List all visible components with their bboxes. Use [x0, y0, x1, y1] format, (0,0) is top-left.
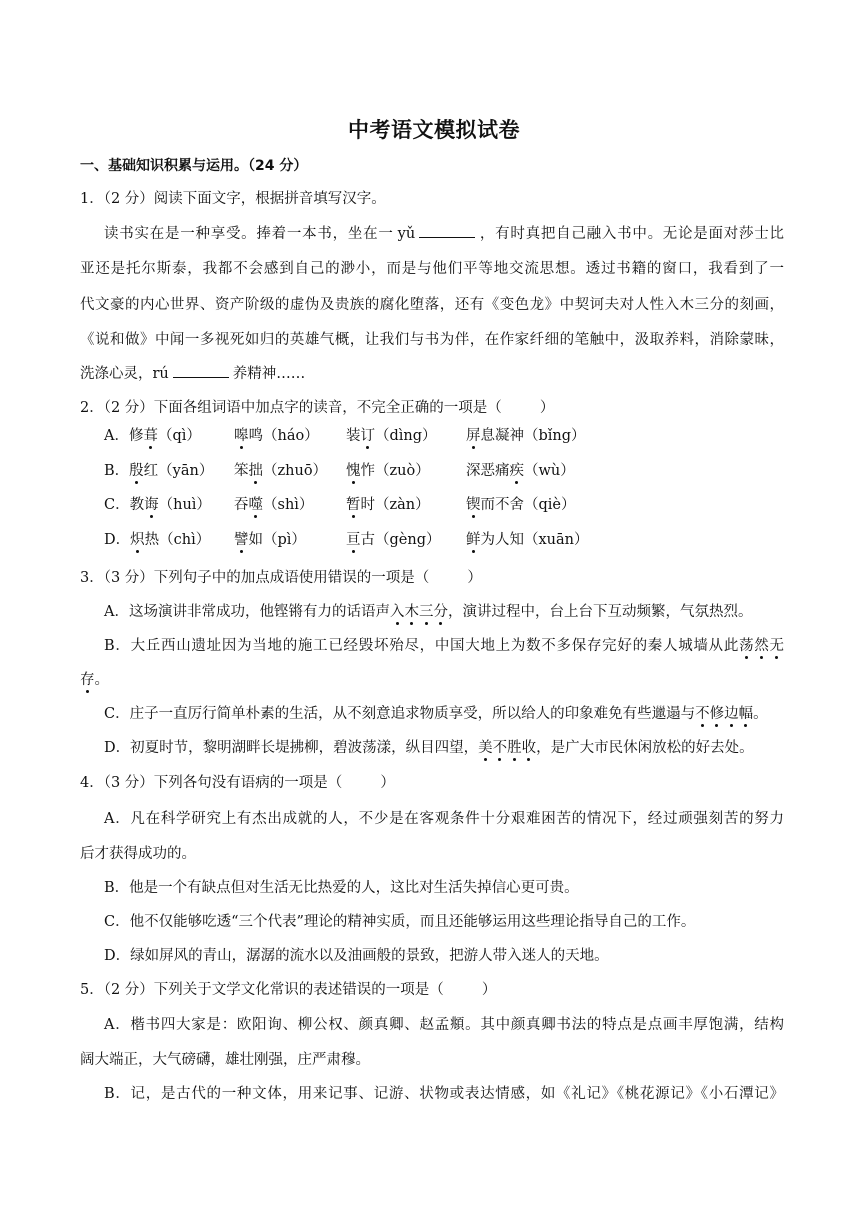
emphasis-char: 荡: [739, 638, 755, 654]
q2-option-item: 嗥鸣（háo）: [234, 428, 319, 444]
dotted-idiom: [478, 740, 536, 756]
dotted-idiom: [739, 638, 784, 654]
emphasis-char: 不: [695, 706, 710, 722]
q1-stem: 1．（2 分）阅读下面文字，根据拼音填写汉字。: [80, 191, 386, 207]
q2-option-item: C．教诲（huì）: [104, 497, 211, 513]
q2-option-item: 愧怍（zuò）: [346, 463, 430, 479]
emphasis-char: 葺: [143, 428, 158, 444]
emphasis-char: 存: [80, 672, 95, 688]
emphasis-char: 美: [478, 740, 493, 756]
q2-option-item: 屏息凝神（bǐng）: [466, 428, 586, 444]
dotted-idiom: [80, 672, 95, 688]
q1-passage-line-2: 亚还是托尔斯泰，我都不会感到自己的渺小，而是与他们平等地交流思想。透过书籍的窗口，我看到了一: [80, 261, 784, 277]
q2-option-item: 暂时（zàn）: [346, 497, 430, 513]
dotted-idiom: [695, 706, 753, 722]
q3-option-b-cont: 存。: [80, 672, 109, 688]
emphasis-char: 譬: [234, 532, 249, 548]
emphasis-char: 收: [521, 740, 537, 756]
q3-option-b: B．大丘西山遗址因为当地的施工已经毁坏殆尽，中国大地上为数不多保存完好的秦人城墙从此荡然无: [104, 638, 785, 654]
q4-option-a: A．凡在科学研究上有杰出成就的人，不少是在客观条件十分艰难困苦的情况下，经过顽强刻苦的努力: [104, 811, 784, 827]
fill-blank[interactable]: [419, 224, 475, 238]
emphasis-char: 暂: [346, 497, 361, 513]
emphasis-char: 边: [724, 706, 739, 722]
emphasis-char: 愧: [346, 463, 361, 479]
emphasis-char: 锲: [466, 497, 481, 513]
emphasis-char: 嗥: [234, 428, 249, 444]
emphasis-char: 分: [433, 604, 448, 620]
section-heading: 一、基础知识积累与运用。（24 分）: [80, 158, 308, 174]
emphasis-char: 订: [360, 428, 375, 444]
q2-option-item: 深恶痛疾（wù）: [466, 463, 575, 479]
q4-option-b: B．他是一个有缺点但对生活无比热爱的人，这比对生活失掉信心更可贵。: [104, 880, 579, 896]
emphasis-char: 鲜: [466, 532, 481, 548]
emphasis-char: 不: [492, 740, 508, 756]
q3-stem: 3．（3 分）下列句子中的加点成语使用错误的一项是（ ）: [80, 570, 482, 586]
q5-option-a: A．楷书四大家是：欧阳询、柳公权、颜真卿、赵孟頫。其中颜真卿书法的特点是点画丰厚饱满，结构: [104, 1017, 784, 1033]
q1-passage-line-4: 《说和做》中闻一多视死如归的英雄气概，让我们与书为伴，在作家纤细的笔触中，汲取养料，消除蒙昧，: [80, 332, 784, 348]
q2-option-item: A．修葺（qì）: [104, 428, 201, 444]
q2-option-item: 装订（dìng）: [346, 428, 437, 444]
q2-stem: 2．（2 分）下面各组词语中加点字的读音，不完全正确的一项是（ ）: [80, 400, 555, 416]
q2-option-item: 鲜为人知（xuān）: [466, 532, 589, 548]
emphasis-char: 胜: [507, 740, 522, 756]
q4-option-d: D．绿如屏风的青山，潺潺的流水以及油画般的景致，把游人带入迷人的天地。: [104, 948, 609, 964]
q2-option-item: 笨拙（zhuō）: [234, 463, 328, 479]
q2-option-item: 亘古（gèng）: [346, 532, 441, 548]
q1-passage-line-1: 读书实在是一种享受。捧着一本书，坐在一 yǔ ，有时真把自己融入书中。无论是面对莎士比: [104, 226, 785, 242]
emphasis-char: 入: [389, 604, 405, 620]
emphasis-char: 无: [769, 638, 785, 654]
q5-option-b: B．记，是古代的一种文体，用来记事、记游、状物或表达情感，如《礼记》《桃花源记》《小石潭记》: [104, 1086, 784, 1102]
emphasis-char: 幅: [738, 706, 754, 722]
q3-option-d: D．初夏时节，黎明湖畔长堤拂柳，碧波荡漾，纵目四望，美不胜收，是广大市民休闲放松的好去处。: [104, 740, 754, 756]
emphasis-char: 殷: [129, 463, 144, 479]
q2-option-item: D．炽热（chì）: [104, 532, 211, 548]
q1-passage-line-5: 洗涤心灵，rú 养精神……: [80, 366, 306, 382]
emphasis-char: 炽: [130, 532, 145, 548]
emphasis-char: 疾: [509, 463, 524, 479]
emphasis-char: 亘: [346, 532, 361, 548]
q4-option-c: C．他不仅能够吃透“三个代表”理论的精神实质，而且还能够运用这些理论指导自己的工作。: [104, 914, 696, 930]
page-title: 中考语文模拟试卷: [348, 118, 520, 142]
q2-option-item: 譬如（pì）: [234, 532, 306, 548]
emphasis-char: 屏: [466, 428, 481, 444]
q2-option-item: 锲而不舍（qiè）: [466, 497, 576, 513]
q4-stem: 4．（3 分）下列各句没有语病的一项是（ ）: [80, 775, 395, 791]
emphasis-char: 然: [754, 638, 770, 654]
q5-option-a-cont: 阔大端正，大气磅礴，雄壮刚强，庄严肃穆。: [80, 1052, 370, 1068]
dotted-idiom: [390, 604, 448, 620]
emphasis-char: 拙: [248, 463, 263, 479]
pinyin-hint: yǔ: [397, 226, 416, 242]
q2-option-item: 吞噬（shì）: [234, 497, 314, 513]
emphasis-char: 修: [709, 706, 725, 722]
pinyin-hint: rú: [152, 366, 169, 382]
emphasis-char: 木: [404, 604, 419, 620]
fill-blank[interactable]: [173, 364, 229, 378]
q3-option-a: A．这场演讲非常成功，他铿锵有力的话语声入木三分，演讲过程中，台上台下互动频繁，气氛热烈。: [104, 604, 753, 620]
q5-stem: 5．（2 分）下列关于文学文化常识的表述错误的一项是（ ）: [80, 982, 497, 998]
q2-option-item: B．殷红（yān）: [104, 463, 214, 479]
q3-option-c: C．庄子一直厉行简单朴素的生活，从不刻意追求物质享受，所以给人的印象难免有些邋遢与不修边幅。: [104, 706, 768, 722]
emphasis-char: 诲: [144, 497, 159, 513]
q4-option-a-cont: 后才获得成功的。: [80, 846, 196, 862]
emphasis-char: 三: [418, 604, 434, 620]
emphasis-char: 噬: [248, 497, 263, 513]
q1-passage-line-3: 代文豪的内心世界、资产阶级的虚伪及贵族的腐化堕落，还有《变色龙》中契诃夫对人性入木三分的刻画，: [80, 297, 784, 313]
